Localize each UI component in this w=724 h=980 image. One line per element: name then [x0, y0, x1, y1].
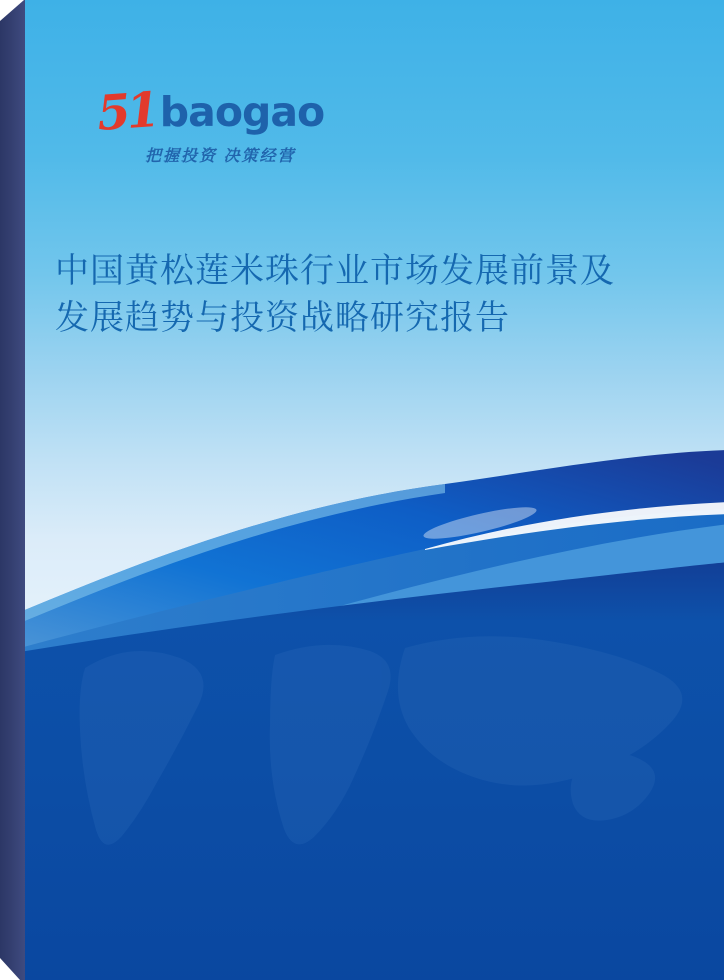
report-title: [55, 248, 615, 342]
brand-logo-name: baogao: [159, 88, 325, 136]
brand-logo-prefix: 51: [95, 82, 158, 142]
book-spine: [0, 0, 25, 980]
title-line-1: 中国黄松莲米珠行业市场发展前景及: [55, 252, 615, 290]
cover-face: [25, 0, 724, 980]
title-line-2: 发展趋势与投资战略研究报告: [55, 299, 510, 337]
brand-tagline: 把握投资 决策经营: [145, 148, 296, 165]
brand-logo: [95, 82, 325, 142]
wave-graphic: [25, 0, 724, 980]
